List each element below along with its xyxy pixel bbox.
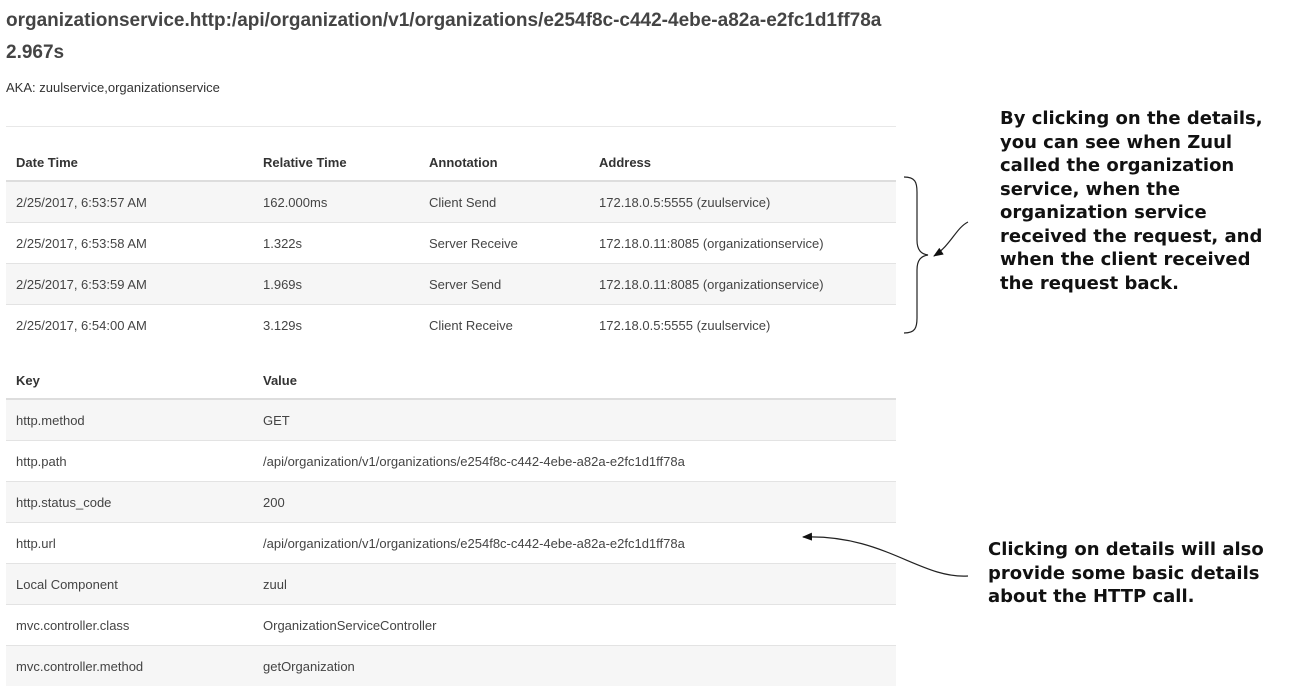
column-header-address: Address <box>589 144 896 181</box>
tag-value-cell: getOrganization <box>253 646 896 687</box>
tag-value-cell: GET <box>253 399 896 441</box>
tag-value-cell: zuul <box>253 564 896 605</box>
address-cell: 172.18.0.11:8085 (organizationservice) <box>589 223 896 264</box>
relative-time-cell: 162.000ms <box>253 181 419 223</box>
http-callout: Clicking on details will also provide some basic details about the HTTP call. <box>988 539 1264 607</box>
tag-value-cell: /api/organization/v1/organizations/e254f8c-c442-4ebe-a82a-e2fc1d1ff78a <box>253 523 896 564</box>
annotation-cell: Server Send <box>419 264 589 305</box>
date-time-cell: 2/25/2017, 6:53:57 AM <box>6 181 253 223</box>
tag-key-cell: http.url <box>6 523 253 564</box>
annotation-cell: Client Send <box>419 181 589 223</box>
relative-time-cell: 1.969s <box>253 264 419 305</box>
date-time-cell: 2/25/2017, 6:53:58 AM <box>6 223 253 264</box>
span-title: organizationservice.http:/api/organization/v1/organizations/e254f8c-c442-4ebe-a82a-e2fc1d1ff78a <box>6 10 882 31</box>
date-time-cell: 2/25/2017, 6:53:59 AM <box>6 264 253 305</box>
tag-key-cell: mvc.controller.class <box>6 605 253 646</box>
relative-time-cell: 1.322s <box>253 223 419 264</box>
tag-key-cell: Local Component <box>6 564 253 605</box>
tag-key-cell: mvc.controller.method <box>6 646 253 687</box>
timing-brace <box>904 177 928 333</box>
tag-value-cell: OrganizationServiceController <box>253 605 896 646</box>
tag-key-cell: http.status_code <box>6 482 253 523</box>
relative-time-cell: 3.129s <box>253 305 419 346</box>
column-header-key: Key <box>6 362 253 399</box>
address-cell: 172.18.0.5:5555 (zuulservice) <box>589 181 896 223</box>
annotation-cell: Server Receive <box>419 223 589 264</box>
date-time-cell: 2/25/2017, 6:54:00 AM <box>6 305 253 346</box>
tag-value-cell: /api/organization/v1/organizations/e254f8c-c442-4ebe-a82a-e2fc1d1ff78a <box>253 441 896 482</box>
http-arrow <box>803 537 968 576</box>
column-header-relative-time: Relative Time <box>253 144 419 181</box>
address-cell: 172.18.0.11:8085 (organizationservice) <box>589 264 896 305</box>
span-aka: AKA: zuulservice,organizationservice <box>6 80 220 95</box>
column-header-annotation: Annotation <box>419 144 589 181</box>
span-duration: 2.967s <box>6 42 65 63</box>
address-cell: 172.18.0.5:5555 (zuulservice) <box>589 305 896 346</box>
column-header-value: Value <box>253 362 896 399</box>
tag-value-cell: 200 <box>253 482 896 523</box>
annotation-cell: Client Receive <box>419 305 589 346</box>
column-header-date-time: Date Time <box>6 144 253 181</box>
tag-key-cell: http.path <box>6 441 253 482</box>
timing-arrow <box>934 222 968 256</box>
tag-key-cell: http.method <box>6 399 253 441</box>
timing-callout: By clicking on the details, you can see when Zuul called the organization service, when the organization service received the request, and when the client received the request back. <box>1000 108 1263 294</box>
